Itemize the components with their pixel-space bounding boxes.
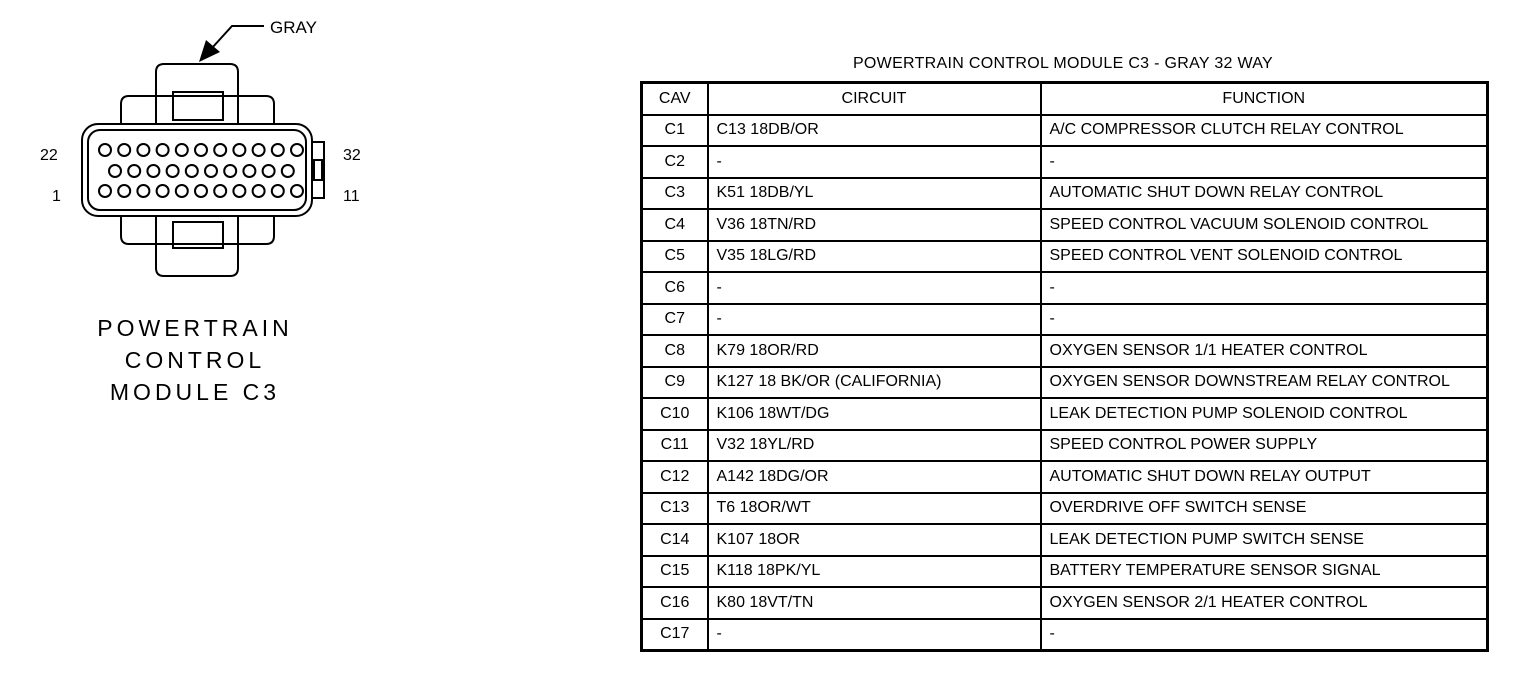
cav-cell: C6 [642, 272, 708, 304]
function-cell: OXYGEN SENSOR DOWNSTREAM RELAY CONTROL [1041, 367, 1488, 399]
table-title: POWERTRAIN CONTROL MODULE C3 - GRAY 32 WAY [852, 55, 1274, 72]
pin-hole [147, 165, 159, 177]
pin-hole [243, 165, 255, 177]
function-cell: AUTOMATIC SHUT DOWN RELAY CONTROL [1041, 178, 1488, 210]
connector-caption-line: POWERTRAIN [97, 315, 293, 341]
function-cell: OXYGEN SENSOR 1/1 HEATER CONTROL [1041, 335, 1488, 367]
pin-hole [99, 144, 111, 156]
pin-hole [272, 185, 284, 197]
table-header-row [642, 83, 1488, 115]
circuit-cell: K51 18DB/YL [708, 178, 1041, 210]
connector-pins [99, 144, 303, 197]
connector-bottom-latch [156, 216, 238, 276]
connector-caption-line: CONTROL [124, 347, 266, 373]
pin-hole [186, 165, 198, 177]
pin-label-top-left: 22 [40, 147, 58, 164]
pin-label-top-right: 32 [343, 147, 361, 164]
table-row [642, 335, 1488, 367]
pin-hole [195, 185, 207, 197]
cav-cell: C9 [642, 367, 708, 399]
circuit-cell: K80 18VT/TN [708, 587, 1041, 619]
function-cell: BATTERY TEMPERATURE SENSOR SIGNAL [1041, 556, 1488, 588]
cav-cell: C4 [642, 209, 708, 241]
pin-hole [176, 144, 188, 156]
circuit-cell: - [708, 304, 1041, 336]
pin-hole [99, 185, 111, 197]
table-row [642, 367, 1488, 399]
pinout-table [640, 81, 1489, 652]
pin-hole [167, 165, 179, 177]
table-body [642, 115, 1488, 651]
circuit-cell: A142 18DG/OR [708, 461, 1041, 493]
cav-cell: C15 [642, 556, 708, 588]
table-row [642, 178, 1488, 210]
connector-diagram [0, 0, 600, 300]
function-cell: - [1041, 272, 1488, 304]
pin-hole [118, 185, 130, 197]
pin-hole [128, 165, 140, 177]
circuit-cell: K127 18 BK/OR (CALIFORNIA) [708, 367, 1041, 399]
pin-hole [233, 185, 245, 197]
pin-hole [109, 165, 121, 177]
function-cell: - [1041, 146, 1488, 178]
circuit-cell: K118 18PK/YL [708, 556, 1041, 588]
header-circuit: CIRCUIT [708, 83, 1041, 115]
table-row [642, 556, 1488, 588]
connector-caption [60, 312, 330, 408]
cav-cell: C16 [642, 587, 708, 619]
table-row [642, 493, 1488, 525]
cav-cell: C2 [642, 146, 708, 178]
function-cell: SPEED CONTROL POWER SUPPLY [1041, 430, 1488, 462]
pin-hole [157, 144, 169, 156]
pin-hole [118, 144, 130, 156]
cav-cell: C7 [642, 304, 708, 336]
connector-caption-line: MODULE C3 [109, 379, 281, 405]
connector-side-key-inner [314, 160, 322, 180]
circuit-cell: T6 18OR/WT [708, 493, 1041, 525]
header-cav: CAV [642, 83, 708, 115]
table-row [642, 241, 1488, 273]
function-cell: A/C COMPRESSOR CLUTCH RELAY CONTROL [1041, 115, 1488, 147]
cav-cell: C1 [642, 115, 708, 147]
circuit-cell: V36 18TN/RD [708, 209, 1041, 241]
pin-label-bottom-right: 11 [343, 188, 360, 205]
pin-hole [253, 185, 265, 197]
cav-cell: C17 [642, 619, 708, 651]
function-cell: LEAK DETECTION PUMP SWITCH SENSE [1041, 524, 1488, 556]
pin-hole [272, 144, 284, 156]
pin-hole [263, 165, 275, 177]
table-row [642, 461, 1488, 493]
table-row [642, 430, 1488, 462]
pin-hole [224, 165, 236, 177]
function-cell: OVERDRIVE OFF SWITCH SENSE [1041, 493, 1488, 525]
cav-cell: C12 [642, 461, 708, 493]
table-row [642, 398, 1488, 430]
cav-cell: C11 [642, 430, 708, 462]
table-row [642, 524, 1488, 556]
table-row [642, 272, 1488, 304]
function-cell: AUTOMATIC SHUT DOWN RELAY OUTPUT [1041, 461, 1488, 493]
cav-cell: C13 [642, 493, 708, 525]
circuit-cell: C13 18DB/OR [708, 115, 1041, 147]
pin-label-bottom-left: 1 [52, 188, 61, 205]
pin-hole [282, 165, 294, 177]
circuit-cell: K107 18OR [708, 524, 1041, 556]
pin-hole [195, 144, 207, 156]
header-function: FUNCTION [1041, 83, 1488, 115]
circuit-cell: V32 18YL/RD [708, 430, 1041, 462]
circuit-cell: V35 18LG/RD [708, 241, 1041, 273]
function-cell: - [1041, 304, 1488, 336]
color-callout-arrow [199, 26, 264, 62]
table-row [642, 587, 1488, 619]
circuit-cell: - [708, 619, 1041, 651]
function-cell: LEAK DETECTION PUMP SOLENOID CONTROL [1041, 398, 1488, 430]
cav-cell: C10 [642, 398, 708, 430]
circuit-cell: - [708, 272, 1041, 304]
circuit-cell: K79 18OR/RD [708, 335, 1041, 367]
pin-hole [157, 185, 169, 197]
pin-hole [205, 165, 217, 177]
function-cell: SPEED CONTROL VENT SOLENOID CONTROL [1041, 241, 1488, 273]
pin-hole [214, 185, 226, 197]
function-cell: SPEED CONTROL VACUUM SOLENOID CONTROL [1041, 209, 1488, 241]
table-row [642, 209, 1488, 241]
table-row [642, 619, 1488, 651]
function-cell: OXYGEN SENSOR 2/1 HEATER CONTROL [1041, 587, 1488, 619]
circuit-cell: K106 18WT/DG [708, 398, 1041, 430]
connector-top-latch [156, 64, 238, 124]
cav-cell: C14 [642, 524, 708, 556]
pin-hole [137, 144, 149, 156]
table-row [642, 115, 1488, 147]
cav-cell: C3 [642, 178, 708, 210]
cav-cell: C8 [642, 335, 708, 367]
pin-hole [176, 185, 188, 197]
function-cell: - [1041, 619, 1488, 651]
pin-hole [291, 185, 303, 197]
color-callout-label: GRAY [270, 18, 317, 37]
pin-hole [253, 144, 265, 156]
pin-hole [137, 185, 149, 197]
pin-hole [214, 144, 226, 156]
pin-hole [291, 144, 303, 156]
pin-hole [233, 144, 245, 156]
cav-cell: C5 [642, 241, 708, 273]
table-row [642, 146, 1488, 178]
connector-lower-shoulder [121, 216, 274, 244]
table-row [642, 304, 1488, 336]
circuit-cell: - [708, 146, 1041, 178]
